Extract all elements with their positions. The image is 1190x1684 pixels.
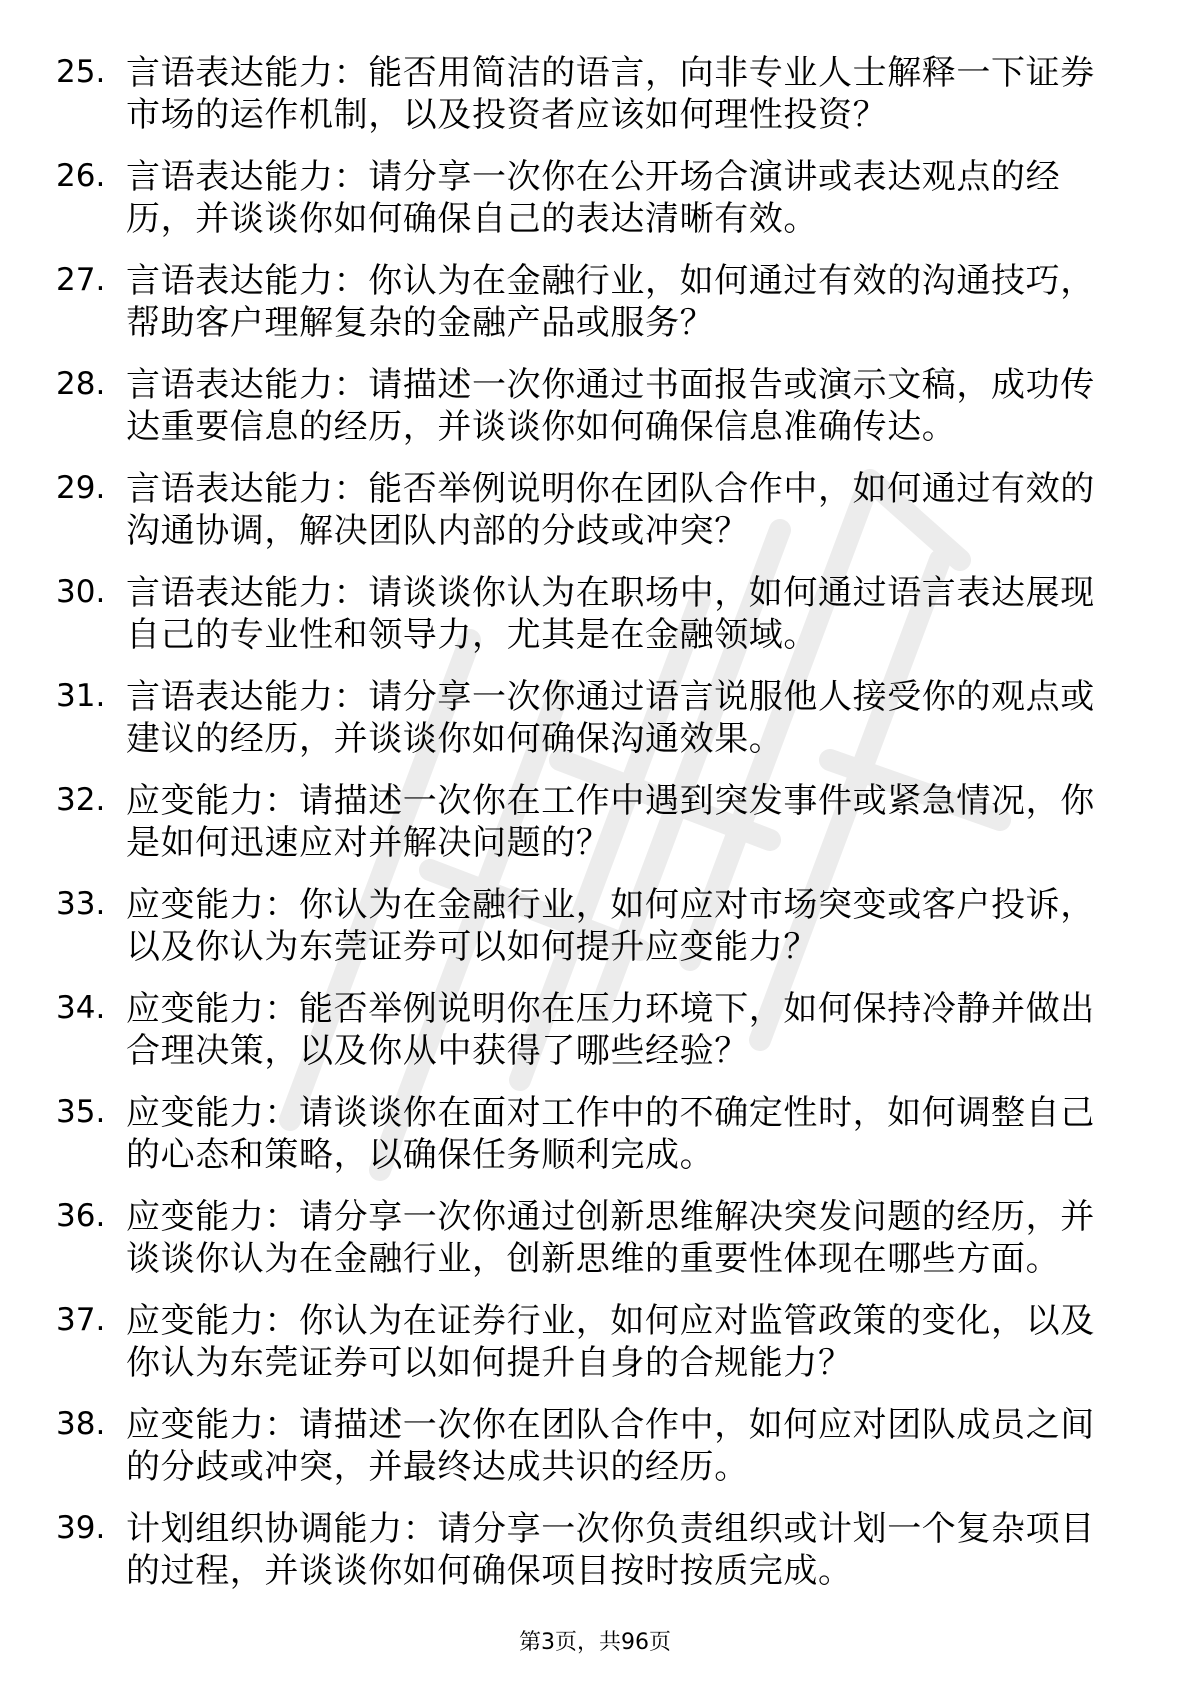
question-text-line: 你认为东莞证券可以如何提升自身的合规能力？ [126,1343,853,1383]
question-text-line: 应变能力：请谈谈你在面对工作中的不确定性时，如何调整自己 [126,1093,1095,1133]
question-text [126,468,1126,552]
question-number: 37. [56,1302,106,1338]
question-number: 36. [56,1198,106,1234]
question-number: 35. [56,1094,106,1130]
question-item [0,1092,1190,1196]
question-item [0,780,1190,884]
page-footer [0,1628,1190,1658]
question-item [0,1404,1190,1508]
question-text-line: 计划组织协调能力：请分享一次你负责组织或计划一个复杂项目 [126,1509,1095,1549]
question-text [126,260,1126,344]
question-item [0,156,1190,260]
question-number: 27. [56,262,106,298]
question-text [126,1196,1126,1280]
question-text [126,1092,1126,1176]
question-text-line: 言语表达能力：请描述一次你通过书面报告或演示文稿，成功传 [126,365,1095,405]
question-text-line: 以及你认为东莞证券可以如何提升应变能力？ [126,927,818,967]
question-text-line: 应变能力：请描述一次你在工作中遇到突发事件或紧急情况，你 [126,781,1095,821]
question-text-line: 应变能力：你认为在金融行业，如何应对市场突变或客户投诉， [126,885,1095,925]
question-text [126,156,1126,240]
page-number-label: 第3页，共96页 [519,1630,671,1655]
question-text [126,676,1126,760]
question-text-line: 自己的专业性和领导力，尤其是在金融领域。 [126,615,818,655]
question-text-line: 应变能力：请分享一次你通过创新思维解决突发问题的经历，并 [126,1197,1095,1237]
question-text-line: 是如何迅速应对并解决问题的？ [126,823,611,863]
question-text [126,780,1126,864]
question-text-line: 达重要信息的经历，并谈谈你如何确保信息准确传达。 [126,407,957,447]
question-text-line: 言语表达能力：能否举例说明你在团队合作中，如何通过有效的 [126,469,1095,509]
question-item [0,572,1190,676]
question-item [0,1508,1190,1612]
question-number: 29. [56,470,106,506]
question-number: 30. [56,574,106,610]
question-item [0,676,1190,780]
question-text-line: 历，并谈谈你如何确保自己的表达清晰有效。 [126,199,818,239]
question-text-line: 建议的经历，并谈谈你如何确保沟通效果。 [126,719,784,759]
question-item [0,988,1190,1092]
question-item [0,1196,1190,1300]
question-item [0,52,1190,156]
question-number: 33. [56,886,106,922]
question-list [0,52,1190,1612]
question-text [126,1508,1126,1592]
question-text-line: 的心态和策略，以确保任务顺利完成。 [126,1135,715,1175]
question-number: 34. [56,990,106,1026]
question-text-line: 言语表达能力：能否用简洁的语言，向非专业人士解释一下证券 [126,53,1095,93]
question-text [126,364,1126,448]
question-text [126,1404,1126,1488]
question-text [126,884,1126,968]
question-text-line: 言语表达能力：请分享一次你通过语言说服他人接受你的观点或 [126,677,1095,717]
question-number: 28. [56,366,106,402]
question-number: 32. [56,782,106,818]
question-item [0,884,1190,988]
question-text-line: 市场的运作机制，以及投资者应该如何理性投资？ [126,95,888,135]
question-text-line: 帮助客户理解复杂的金融产品或服务？ [126,303,715,343]
question-text-line: 应变能力：请描述一次你在团队合作中，如何应对团队成员之间 [126,1405,1095,1445]
question-text-line: 应变能力：你认为在证券行业，如何应对监管政策的变化，以及 [126,1301,1095,1341]
question-text-line: 言语表达能力：你认为在金融行业，如何通过有效的沟通技巧， [126,261,1095,301]
question-text-line: 的分歧或冲突，并最终达成共识的经历。 [126,1447,749,1487]
question-item [0,260,1190,364]
question-number: 25. [56,54,106,90]
question-item [0,468,1190,572]
question-number: 38. [56,1406,106,1442]
question-text [126,52,1126,136]
question-number: 39. [56,1510,106,1546]
question-text [126,1300,1126,1384]
question-number: 31. [56,678,106,714]
question-text-line: 谈谈你认为在金融行业，创新思维的重要性体现在哪些方面。 [126,1239,1061,1279]
question-text-line: 应变能力：能否举例说明你在压力环境下，如何保持冷静并做出 [126,989,1095,1029]
question-text-line: 言语表达能力：请分享一次你在公开场合演讲或表达观点的经 [126,157,1061,197]
question-text-line: 的过程，并谈谈你如何确保项目按时按质完成。 [126,1551,853,1591]
question-text-line: 言语表达能力：请谈谈你认为在职场中，如何通过语言表达展现 [126,573,1095,613]
question-text [126,572,1126,656]
question-text-line: 沟通协调，解决团队内部的分歧或冲突？ [126,511,749,551]
question-text [126,988,1126,1072]
question-text-line: 合理决策，以及你从中获得了哪些经验？ [126,1031,749,1071]
question-item [0,364,1190,468]
question-number: 26. [56,158,106,194]
question-item [0,1300,1190,1404]
